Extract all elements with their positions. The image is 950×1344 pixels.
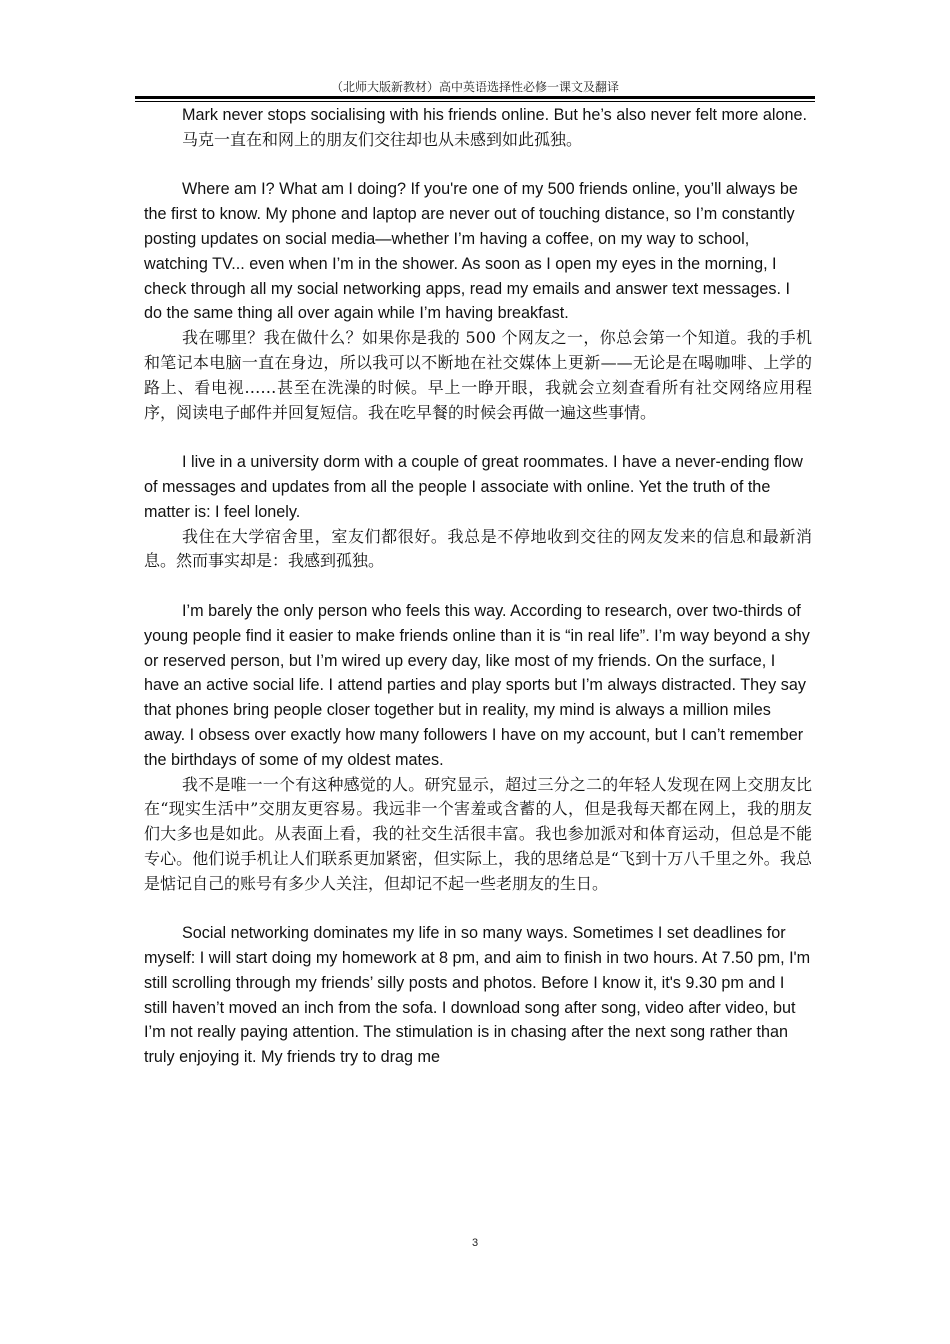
- paragraph-3-english: I live in a university dorm with a couple of great roommates. I have a never-ending flow of messages and updates from all the people I associate with online. Yet the truth of the matter is: I feel lonely.: [144, 453, 803, 521]
- paragraph-1-chinese: 马克一直在和网上的朋友们交往却也从未感到如此孤独。: [182, 129, 583, 149]
- paragraph-2-english: Where am I? What am I doing? If you're one of my 500 friends online, you’ll always be the first to know. My phone and laptop are never out of touching distance, so I’m constantly posting updates on social media—whether I’m having a coffee, on my way to school, watching TV... even when I’m in the shower. As soon as I open my eyes in the morning, I check through all my social networking apps, read my emails and answer text messages. I do the same thing all over again while I’m having breakfast.: [144, 180, 798, 323]
- page-number: 3: [471, 1237, 479, 1249]
- paragraph-gap: [144, 153, 812, 178]
- paragraph-4-chinese: 我不是唯一一个有这种感觉的人。研究显示，超过三分之二的年轻人发现在网上交朋友比在“现实生活中”交朋友更容易。我远非一个害羞或含蓄的人，但是我每天都在网上，我的朋友们大多也是如此。从表面上看，我的社交生活很丰富。我也参加派对和体育运动，但总是不能专心。他们说手机让人们联系更加紧密，但实际上，我的思绪总是“飞到十万八千里之外。我总是惦记自己的账号有多少人关注，但却记不起一些老朋友的生日。: [144, 774, 812, 893]
- paragraph-gap: [144, 897, 812, 922]
- paragraph-1-english: Mark never stops socialising with his friends online. But he’s also never felt more alone.: [182, 106, 808, 124]
- header-rule-thick: [135, 96, 815, 99]
- paragraph-2-chinese: 我在哪里？我在做什么？如果你是我的 500 个网友之一，你总会第一个知道。我的手机和笔记本电脑一直在身边，所以我可以不断地在社交媒体上更新——无论是在喝咖啡、上学的路上、看电视……甚至在洗澡的时候。早上一睁开眼，我就会立刻查看所有社交网络应用程序，阅读电子邮件并回复短信。我在吃早餐的时候会再做一遍这些事情。: [144, 328, 812, 422]
- body-text: [144, 103, 812, 1070]
- paragraph-gap: [144, 425, 812, 450]
- paragraph-4-english: I’m barely the only person who feels this way. According to research, over two-thirds of young people find it easier to make friends online than it is “in real life”. I’m way beyond a shy or reserved person, but I’m wired up every day, like most of my friends. On the surface, I have an active social life. I attend parties and play sports but I’m always distracted. They say that phones bring people closer together but in reality, my mind is always a million miles away. I obsess over exactly how many followers I have on my account, but I can’t remember the birthdays of some of my oldest mates.: [144, 601, 810, 769]
- page-header: （北师大版新教材）高中英语选择性必修一课文及翻译: [330, 80, 619, 94]
- header-rule-thin: [135, 101, 815, 102]
- paragraph-gap: [144, 574, 812, 599]
- paragraph-5-english: Social networking dominates my life in so many ways. Sometimes I set deadlines for myself: I will start doing my homework at 8 pm, and aim to finish in two hours. At 7.50 pm, I'm still scrolling through my friends’ silly posts and photos. Before I know it, it's 9.30 pm and I still haven’t moved an inch from the sofa. I download song after song, video after video, but I’m not really paying attention. The stimulation is in chasing after the next song rather than truly enjoying it. My friends try to drag me: [144, 924, 811, 1067]
- paragraph-3-chinese: 我住在大学宿舍里，室友们都很好。我总是不停地收到交往的网友发来的信息和最新消息。然而事实却是：我感到孤独。: [144, 526, 812, 571]
